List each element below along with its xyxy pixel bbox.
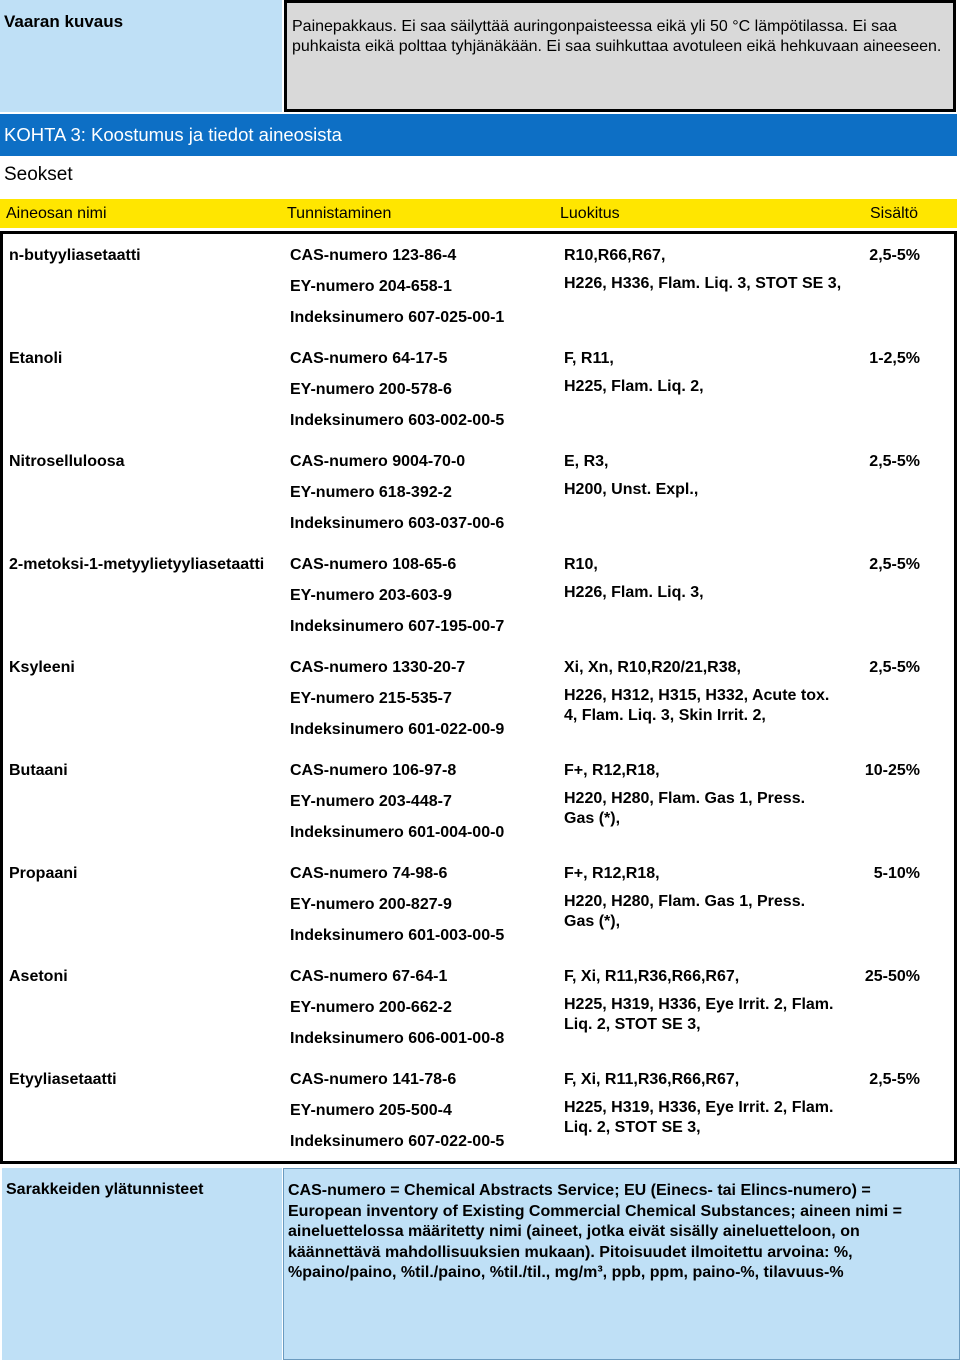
classification-r-phrases: R10,R66,R67, xyxy=(564,247,666,264)
ingredient-classification xyxy=(564,556,834,603)
ingredient-row xyxy=(0,556,957,659)
ingredient-classification xyxy=(564,762,834,829)
cas-number: CAS-numero 141-78-6 xyxy=(290,1071,457,1088)
footer-label: Sarakkeiden ylätunnisteet xyxy=(6,1181,204,1198)
ingredient-classification xyxy=(564,659,834,726)
ey-number: EY-numero 618-392-2 xyxy=(290,484,452,501)
ingredient-classification xyxy=(564,453,834,500)
classification-h-statements: H200, Unst. Expl., xyxy=(564,481,699,498)
cas-number: CAS-numero 9004-70-0 xyxy=(290,453,466,470)
ey-number: EY-numero 204-658-1 xyxy=(290,278,452,295)
classification-r-phrases: F, R11, xyxy=(564,350,614,367)
column-header-content: Sisältö xyxy=(869,205,918,222)
ingredient-name: Propaani xyxy=(9,865,78,882)
classification-r-phrases: E, R3, xyxy=(564,453,609,470)
ingredient-identifiers xyxy=(290,1064,504,1157)
ingredient-row xyxy=(0,1071,957,1174)
ingredient-row xyxy=(0,762,957,865)
ey-number: EY-numero 200-827-9 xyxy=(290,896,452,913)
ey-number: EY-numero 200-662-2 xyxy=(290,999,452,1016)
classification-r-phrases: F+, R12,R18, xyxy=(564,762,660,779)
ingredient-classification xyxy=(564,968,834,1035)
ingredient-content: 25-50% xyxy=(864,968,920,985)
cas-number: CAS-numero 67-64-1 xyxy=(290,968,448,985)
classification-h-statements: H225, H319, H336, Eye Irrit. 2, Flam. Liq. 2, STOT SE 3, xyxy=(564,1099,834,1136)
classification-h-statements: H226, H312, H315, H332, Acute tox. 4, Flam. Liq. 3, Skin Irrit. 2, xyxy=(564,687,830,724)
classification-r-phrases: R10, xyxy=(564,556,598,573)
cas-number: CAS-numero 1330-20-7 xyxy=(290,659,466,676)
classification-h-statements: H225, H319, H336, Eye Irrit. 2, Flam. Liq. 2, STOT SE 3, xyxy=(564,996,834,1033)
ingredient-row xyxy=(0,659,957,762)
classification-h-statements: H225, Flam. Liq. 2, xyxy=(564,378,704,395)
classification-r-phrases: F, Xi, R11,R36,R66,R67, xyxy=(564,968,740,985)
ey-number: EY-numero 203-448-7 xyxy=(290,793,452,810)
ingredient-name: Asetoni xyxy=(9,968,68,985)
index-number: Indeksinumero 601-004-00-0 xyxy=(290,824,505,841)
index-number: Indeksinumero 607-025-00-1 xyxy=(290,309,505,326)
ey-number: EY-numero 205-500-4 xyxy=(290,1102,452,1119)
index-number: Indeksinumero 603-002-00-5 xyxy=(290,412,505,429)
ingredient-name: Etanoli xyxy=(9,350,63,367)
classification-r-phrases: F, Xi, R11,R36,R66,R67, xyxy=(564,1071,740,1088)
ingredient-name: Ksyleeni xyxy=(9,659,75,676)
ingredient-identifiers xyxy=(290,549,504,642)
index-number: Indeksinumero 601-022-00-9 xyxy=(290,721,505,738)
ingredient-name: 2-metoksi-1-metyylietyyliasetaatti xyxy=(9,556,265,573)
column-header-bar xyxy=(0,199,957,228)
cas-number: CAS-numero 106-97-8 xyxy=(290,762,457,779)
ingredient-row xyxy=(0,865,957,968)
ingredient-classification xyxy=(564,1071,834,1138)
ingredient-name: Butaani xyxy=(9,762,68,779)
classification-h-statements: H226, Flam. Liq. 3, xyxy=(564,584,704,601)
cas-number: CAS-numero 74-98-6 xyxy=(290,865,448,882)
ingredient-content: 2,5-5% xyxy=(869,1071,920,1088)
ingredient-identifiers xyxy=(290,755,504,848)
ingredient-name: Etyyliasetaatti xyxy=(9,1071,117,1088)
cas-number: CAS-numero 64-17-5 xyxy=(290,350,448,367)
ingredient-classification xyxy=(564,350,834,397)
cas-number: CAS-numero 108-65-6 xyxy=(290,556,457,573)
ingredient-content: 2,5-5% xyxy=(869,556,920,573)
ingredient-row xyxy=(0,453,957,556)
index-number: Indeksinumero 607-195-00-7 xyxy=(290,618,505,635)
ingredient-row xyxy=(0,247,957,350)
ingredient-identifiers xyxy=(290,652,504,745)
classification-h-statements: H226, H336, Flam. Liq. 3, STOT SE 3, xyxy=(564,275,842,292)
index-number: Indeksinumero 607-022-00-5 xyxy=(290,1133,505,1150)
classification-h-statements: H220, H280, Flam. Gas 1, Press. Gas (*), xyxy=(564,893,806,930)
section-title: KOHTA 3: Koostumus ja tiedot aineosista xyxy=(4,124,342,145)
ingredient-identifiers xyxy=(290,961,504,1054)
ey-number: EY-numero 200-578-6 xyxy=(290,381,452,398)
ingredient-content: 2,5-5% xyxy=(869,247,920,264)
classification-r-phrases: F+, R12,R18, xyxy=(564,865,660,882)
ingredient-content: 1-2,5% xyxy=(869,350,920,367)
column-header-identification: Tunnistaminen xyxy=(287,205,392,222)
ingredient-row xyxy=(0,968,957,1071)
ingredient-content: 10-25% xyxy=(864,762,920,779)
ingredient-identifiers xyxy=(290,343,504,436)
ey-number: EY-numero 203-603-9 xyxy=(290,587,452,604)
section-subtitle: Seokset xyxy=(4,164,73,185)
ingredient-classification xyxy=(564,865,834,932)
classification-h-statements: H220, H280, Flam. Gas 1, Press. Gas (*), xyxy=(564,790,806,827)
hazard-text: Painepakkaus. Ei saa säilyttää auringonpaisteessa eikä yli 50 °C lämpötilassa. Ei saa puhkaista eikä polttaa tyhjänäkään. Ei saa suihkuttaa avotuleen eikä hehkuvaan aineeseen. xyxy=(292,18,942,55)
index-number: Indeksinumero 601-003-00-5 xyxy=(290,927,505,944)
ey-number: EY-numero 215-535-7 xyxy=(290,690,452,707)
index-number: Indeksinumero 603-037-00-6 xyxy=(290,515,505,532)
ingredient-identifiers xyxy=(290,446,504,539)
ingredient-classification xyxy=(564,247,842,294)
index-number: Indeksinumero 606-001-00-8 xyxy=(290,1030,505,1047)
column-header-classification: Luokitus xyxy=(560,205,620,222)
cas-number: CAS-numero 123-86-4 xyxy=(290,247,457,264)
ingredient-content: 2,5-5% xyxy=(869,659,920,676)
hazard-label: Vaaran kuvaus xyxy=(4,12,124,31)
ingredient-name: Nitroselluloosa xyxy=(9,453,125,470)
ingredient-identifiers xyxy=(290,240,504,333)
ingredient-row xyxy=(0,350,957,453)
classification-r-phrases: Xi, Xn, R10,R20/21,R38, xyxy=(564,659,741,676)
ingredient-identifiers xyxy=(290,858,504,951)
column-header-name: Aineosan nimi xyxy=(6,205,107,222)
ingredient-content: 5-10% xyxy=(873,865,920,882)
ingredient-name: n-butyyliasetaatti xyxy=(9,247,141,264)
ingredient-content: 2,5-5% xyxy=(869,453,920,470)
footer-text: CAS-numero = Chemical Abstracts Service; EU (Einecs- tai Elincs-numero) = European inventory of Existing Commercial Chemical Substances; aineen nimi = aineluettelossa määritetty nimi (aineet, jotka eivät sisälly aineluetteloon, on käännettävä mahdollisuuksien mukaan). Pitoisuudet ilmoitettu arvoina: %, %paino/paino, %til./paino, %til./til., mg/m³, ppb, ppm, paino-%, tilavuus-% xyxy=(288,1182,902,1281)
